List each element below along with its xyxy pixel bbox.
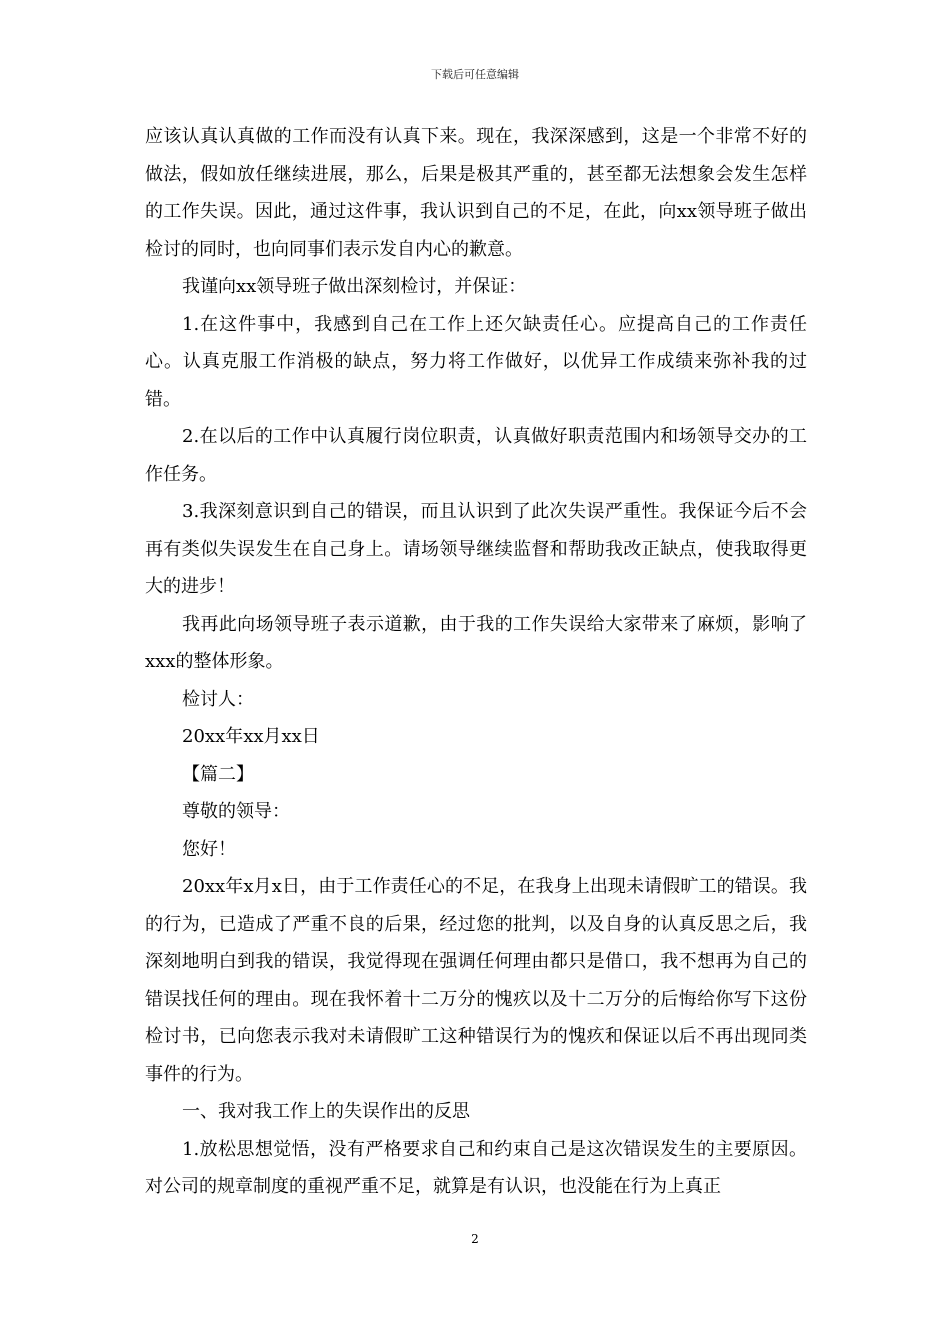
date-line: 20xx年xx月xx日 [182, 726, 320, 747]
list-item: 1.放松思想觉悟，没有严格要求自己和约束自己是这次错误发生的主要原因。对公司的规章制度的重视严重不足，就算是有认识，也没能在行为上真正 [145, 1138, 807, 1197]
page-number: 2 [471, 1232, 479, 1246]
document-body [145, 118, 807, 1206]
signature-label: 检讨人： [182, 688, 254, 710]
paragraph: 应该认真认真做的工作而没有认真下来。现在，我深深感到，这是一个非常不好的做法，假如放任继续进展，那么，后果是极其严重的，甚至都无法想象会发生怎样的工作失误。因此，通过这件事，我认识到自己的不足，在此，向xx领导班子做出检讨的同时，也向同事们表示发自内心的歉意。 [145, 126, 807, 260]
greeting: 您好！ [182, 838, 236, 860]
paragraph: 我再此向场领导班子表示道歉，由于我的工作失误给大家带来了麻烦，影响了xxx的整体形象。 [145, 613, 807, 672]
list-item: 2.在以后的工作中认真履行岗位职责，认真做好职责范围内和场领导交办的工作任务。 [145, 426, 807, 485]
subheading: 一、我对我工作上的失误作出的反思 [182, 1101, 470, 1122]
page-header: 下载后可任意编辑 [431, 68, 519, 81]
section-title: 【篇二】 [182, 763, 254, 785]
list-item: 3.我深刻意识到自己的错误，而且认识到了此次失误严重性。我保证今后不会再有类似失误发生在自己身上。请场领导继续监督和帮助我改正缺点，使我取得更大的进步！ [145, 501, 807, 597]
paragraph: 我谨向xx领导班子做出深刻检讨，并保证： [182, 276, 527, 297]
paragraph: 20xx年x月x日，由于工作责任心的不足，在我身上出现未请假旷工的错误。我的行为，已造成了严重不良的后果，经过您的批判，以及自身的认真反思之后，我深刻地明白到我的错误，我觉得现在强调任何理由都只是借口，我不想再为自己的错误找任何的理由。现在我怀着十二万分的愧疚以及十二万分的后悔给你写下这份检讨书，已向您表示我对未请假旷工这种错误行为的愧疚和保证以后不再出现同类事件的行为。 [145, 876, 807, 1085]
salutation: 尊敬的领导： [182, 801, 290, 822]
list-item: 1.在这件事中，我感到自己在工作上还欠缺责任心。应提高自己的工作责任心。认真克服工作消极的缺点，努力将工作做好，以优异工作成绩来弥补我的过错。 [145, 313, 807, 410]
